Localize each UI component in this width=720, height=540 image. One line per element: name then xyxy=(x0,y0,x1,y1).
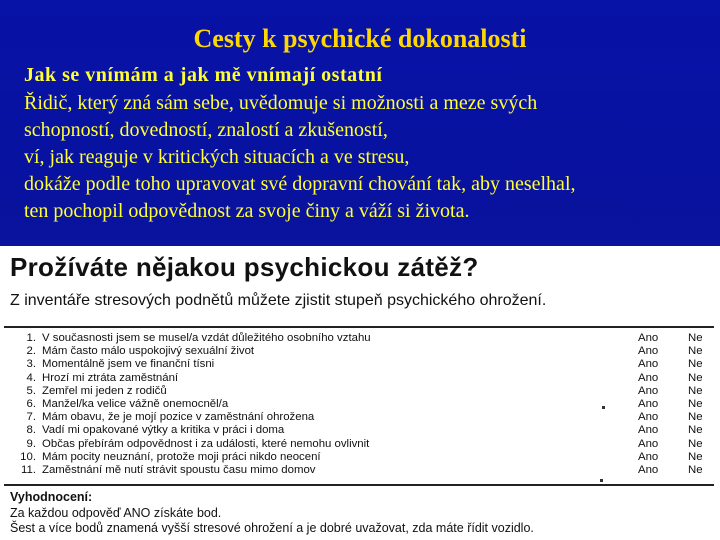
evaluation-line: Šest a více bodů znamená vyšší stresové ohrožení a je dobré uvažovat, zda máte řídit vozidlo. xyxy=(10,521,534,535)
question-row xyxy=(18,464,718,477)
answer-yes: Ano xyxy=(638,358,659,371)
question-row xyxy=(18,345,718,358)
answer-no: Ne xyxy=(688,437,703,450)
answer-no: Ne xyxy=(688,358,703,371)
divider xyxy=(4,326,714,328)
answer-no: Ne xyxy=(688,424,703,437)
questionnaire-title: Prožíváte nějakou psychickou zátěž? xyxy=(10,252,479,282)
slide-title: Cesty k psychické dokonalosti xyxy=(193,24,527,53)
scan-speck xyxy=(600,479,603,482)
answer-no: Ne xyxy=(688,463,703,476)
answer-yes: Ano xyxy=(638,437,659,450)
answer-no: Ne xyxy=(688,371,703,384)
answer-no: Ne xyxy=(688,332,703,344)
answer-yes: Ano xyxy=(638,332,659,344)
question-text: Mám obavu, že je mojí pozice v zaměstnání ohrožena xyxy=(42,411,315,424)
question-text: Momentálně jsem ve finanční tísni xyxy=(42,358,215,371)
evaluation-block xyxy=(10,490,715,537)
question-text: Vadí mi opakované výtky a kritika v práci i doma xyxy=(42,424,285,437)
answer-no: Ne xyxy=(688,384,703,397)
body-line: ví, jak reaguje v kritických situacích a ve stresu, xyxy=(24,146,410,168)
question-number: 4. xyxy=(26,371,36,384)
slide-subtitle: Jak se vnímám a jak mě vnímají ostatní xyxy=(24,64,383,86)
question-row xyxy=(18,332,718,345)
question-text: Hrozí mi ztráta zaměstnání xyxy=(42,371,179,384)
evaluation-line: Za každou odpověď ANO získáte bod. xyxy=(10,505,222,520)
question-number: 8. xyxy=(26,424,36,437)
body-line: dokáže podle toho upravovat své dopravní chování tak, aby neselhal, xyxy=(24,173,576,195)
answer-yes: Ano xyxy=(638,384,659,397)
answer-yes: Ano xyxy=(638,345,659,358)
question-row xyxy=(18,372,718,385)
answer-yes: Ano xyxy=(638,371,659,384)
question-row xyxy=(18,438,718,451)
questionnaire-intro: Z inventáře stresových podnětů můžete zjistit stupeň psychického ohrožení. xyxy=(10,292,547,309)
question-text: Zemřel mi jeden z rodičů xyxy=(42,384,167,397)
slide-body xyxy=(24,90,714,225)
question-number: 9. xyxy=(26,437,36,450)
question-row xyxy=(18,424,718,437)
question-row xyxy=(18,358,718,371)
scan-speck xyxy=(602,406,605,409)
question-number: 5. xyxy=(26,384,36,397)
body-line: Řidič, který zná sám sebe, uvědomuje si možnosti a meze svých xyxy=(24,92,538,114)
answer-no: Ne xyxy=(688,397,703,410)
question-row xyxy=(18,451,718,464)
question-text: Občas přebírám odpovědnost i za události, které nemohu ovlivnit xyxy=(42,437,370,450)
questionnaire-image xyxy=(0,246,720,540)
answer-no: Ne xyxy=(688,411,703,424)
answer-yes: Ano xyxy=(638,424,659,437)
question-row xyxy=(18,398,718,411)
question-text: Mám pocity neuznání, protože moji práci nikdo neocení xyxy=(42,450,321,463)
body-line: ten pochopil odpovědnost za svoje činy a váží si života. xyxy=(24,200,470,222)
question-text: Mám často málo uspokojivý sexuální život xyxy=(42,345,255,358)
question-row xyxy=(18,411,718,424)
question-number: 3. xyxy=(26,358,36,371)
question-number: 11. xyxy=(21,463,36,476)
body-line: schopností, dovedností, znalostí a zkušeností, xyxy=(24,119,388,141)
question-number: 7. xyxy=(26,411,36,424)
evaluation-heading: Vyhodnocení: xyxy=(10,490,93,504)
question-number: 2. xyxy=(26,345,36,358)
answer-no: Ne xyxy=(688,450,703,463)
question-number: 10. xyxy=(20,450,36,463)
answer-yes: Ano xyxy=(638,411,659,424)
answer-no: Ne xyxy=(688,345,703,358)
answer-yes: Ano xyxy=(638,397,659,410)
question-text: Zaměstnání mě nutí strávit spoustu času mimo domov xyxy=(42,463,316,476)
question-text: Manžel/ka velice vážně onemocněl/a xyxy=(42,397,229,410)
answer-yes: Ano xyxy=(638,450,659,463)
question-row xyxy=(18,385,718,398)
answer-yes: Ano xyxy=(638,463,659,476)
divider xyxy=(4,484,714,486)
question-number: 1. xyxy=(26,332,36,344)
questionnaire-list xyxy=(18,332,718,477)
question-text: V současnosti jsem se musel/a vzdát důležitého osobního vztahu xyxy=(42,332,371,344)
question-number: 6. xyxy=(26,397,36,410)
